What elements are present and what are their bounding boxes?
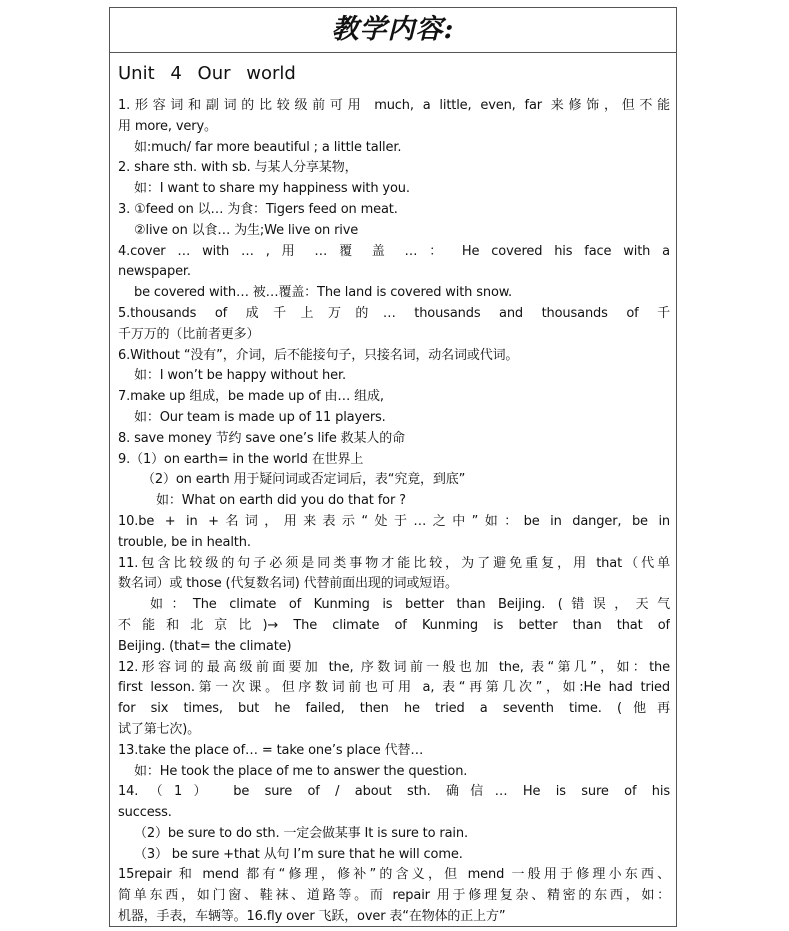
note-line: 用 more, very。 [118,118,217,134]
note-line: 数名词）或 those (代复数名词) 代替前面出现的词或短语。 [118,576,458,592]
title-row [110,8,676,53]
note-line: 如：The climate of Kunming is better than Beijing. (错误，天气 [150,597,670,613]
note-line: 15repair 和 mend 都有“修理，修补”的含义，但 mend 一般用于修理小东西、 [118,867,670,883]
note-line: 如：What on earth did you do that for ? [156,493,406,509]
unit-heading: Unit 4 Our world [118,63,296,84]
page-title: 教学内容: [331,14,455,45]
note-line: 11.包含比较级的句子必须是同类事物才能比较，为了避免重复，用 that（代单 [118,555,670,571]
note-line: 8. save money 节约 save one’s life 救某人的命 [118,430,405,446]
note-line: 9.（1）on earth= in the world 在世界上 [118,451,364,467]
note-line: first lesson.第一次课。但序数词前也可用 a, 表“再第几次”，如:He had tried [118,680,670,696]
note-line: for six times, but he failed, then he tried a seventh time. (他再 [118,701,670,717]
note-line: 2. share sth. with sb. 与某人分享某物， [118,160,358,176]
content-cell [110,53,676,928]
note-line: 13.take the place of… = take one’s place 代替… [118,742,424,758]
note-line: 如:much/ far more beautiful ; a little taller. [134,139,402,155]
note-line: 5.thousands of 成千上万的… thousands and thousands of 千 [118,305,670,321]
note-line: 如：I want to share my happiness with you. [134,181,410,197]
note-line: 不能和北京比)→ The climate of Kunming is better than that of [118,617,670,633]
note-line: 千万万的（比前者更多） [118,326,260,342]
note-line: 如：I won’t be happy without her. [134,368,346,384]
note-line: 机器，手表，车辆等。16.fly over 飞跃，over 表“在物体的正上方” [118,909,506,925]
note-line: trouble, be in health. [118,534,251,550]
note-line: success. [118,805,172,821]
note-line: 10.be + in +名词，用来表示“处于…之中”如：be in danger, be in [118,513,670,529]
note-line: 12.形容词的最高级前面要加 the, 序数词前一般也加 the, 表“第几”，如：the [118,659,670,675]
note-line: 3. ①feed on 以… 为食：Tigers feed on meat. [118,201,398,217]
note-line: ②live on 以食… 为生;We live on rive [134,222,359,238]
note-line: 简单东西，如门窗、鞋袜、道路等。而 repair 用于修理复杂、精密的东西，如： [118,888,670,904]
note-line: 6.Without “没有”，介词，后不能接句子，只接名词，动名词或代词。 [118,347,519,363]
note-line: 如：Our team is made up of 11 players. [134,409,386,425]
note-line: be covered with… 被…覆盖：The land is covered with snow. [134,285,513,301]
note-line: 如：He took the place of me to answer the question. [134,763,468,779]
note-line: （3） be sure +that 从句 I’m sure that he will come. [134,846,463,862]
lesson-content-table [109,7,677,927]
note-line: 4.cover … with … , 用 … 覆 盖 … ： He covered his face with a [118,243,670,259]
note-line: （2）on earth 用于疑问词或否定词后，表“究竟，到底” [142,472,466,488]
note-line: Beijing. (that= the climate) [118,638,292,654]
note-line: 14.（1） be sure of / about sth. 确信… He is sure of his [118,784,670,800]
note-line: （2）be sure to do sth. 一定会做某事 It is sure to rain. [134,825,468,841]
note-line: 试了第七次)。 [118,721,201,737]
note-line: 7.make up 组成，be made up of 由… 组成, [118,389,384,405]
note-line: newspaper. [118,264,191,280]
note-line: 1.形容词和副词的比较级前可用 much, a little, even, far 来修饰，但不能 [118,98,670,113]
